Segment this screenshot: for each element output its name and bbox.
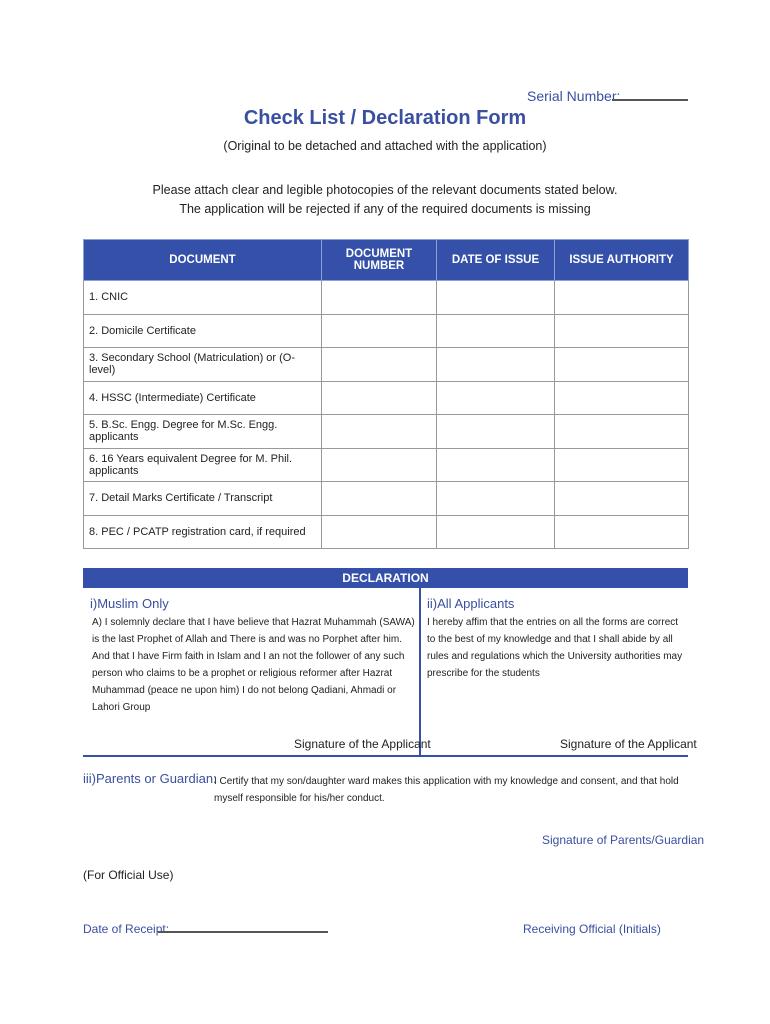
date-of-issue-cell[interactable] (437, 381, 555, 415)
table-row (84, 381, 689, 415)
document-number-cell[interactable] (322, 348, 437, 382)
muslim-only-heading: i)Muslim Only (90, 596, 169, 611)
date-of-issue-cell[interactable] (437, 415, 555, 449)
document-name: 4. HSSC (Intermediate) Certificate (84, 381, 322, 415)
all-applicants-text: I hereby affim that the entries on all the forms are correct to the best of my knowledge and that I shall abide by all rules and regulations which the University authorities may prescribe for the students (427, 617, 683, 679)
column-header-date-of-issue: DATE OF ISSUE (437, 240, 555, 281)
instruction-line-2: The application will be rejected if any of the required documents is missing (179, 202, 591, 216)
guardian-heading: iii)Parents or Guardian: (83, 771, 217, 786)
declaration-divider (419, 588, 421, 755)
table-row (84, 314, 689, 348)
issue-authority-cell[interactable] (555, 515, 689, 549)
document-number-cell[interactable] (322, 482, 437, 516)
document-name: 5. B.Sc. Engg. Degree for M.Sc. Engg. applicants (84, 415, 322, 449)
guardian-signature-label[interactable]: Signature of Parents/Guardian (542, 833, 705, 847)
table-row (84, 448, 689, 482)
issue-authority-cell[interactable] (555, 482, 689, 516)
document-name: 3. Secondary School (Matriculation) or (O-level) (84, 348, 322, 382)
table-row (84, 515, 689, 549)
issue-authority-cell[interactable] (555, 348, 689, 382)
muslim-signature-label[interactable]: Signature of the Applicant (294, 737, 431, 751)
official-use-label: (For Official Use) (83, 868, 174, 882)
issue-authority-cell[interactable] (555, 415, 689, 449)
document-name: 6. 16 Years equivalent Degree for M. Phil. applicants (84, 448, 322, 482)
guardian-declaration-text: I Certify that my son/daughter ward makes this application with my knowledge and consent, and that hold myself responsible for his/her conduct. (214, 776, 679, 804)
all-applicants-heading: ii)All Applicants (427, 596, 515, 611)
table-header-row (84, 240, 689, 281)
all-applicants-signature-label[interactable]: Signature of the Applicant (560, 737, 697, 751)
document-name: 2. Domicile Certificate (84, 314, 322, 348)
table-row (84, 415, 689, 449)
muslim-declaration-text: A) I solemnly declare that I have believe that Hazrat Muhammah (SAWA) is the last Prophet of Allah and There is and was no Porphet after him. And that I have Firm faith in Islam and I an not the follower of any such person who claims to be a prophet or religious reformer after Hazrat Muhammad (peace ne upon him) I do not belong Qadiani, Ahmadi or Lahori Group (92, 617, 415, 713)
document-number-cell[interactable] (322, 281, 437, 315)
document-name: 1. CNIC (84, 281, 322, 315)
column-header-document-number: DOCUMENT NUMBER (322, 240, 437, 281)
date-of-issue-cell[interactable] (437, 515, 555, 549)
document-number-cell[interactable] (322, 314, 437, 348)
document-number-cell[interactable] (322, 515, 437, 549)
issue-authority-cell[interactable] (555, 448, 689, 482)
date-of-issue-cell[interactable] (437, 314, 555, 348)
date-of-receipt-label: Date of Receipt: (83, 922, 170, 936)
date-of-issue-cell[interactable] (437, 281, 555, 315)
document-name: 7. Detail Marks Certificate / Transcript (84, 482, 322, 516)
document-number-cell[interactable] (322, 381, 437, 415)
column-header-document: DOCUMENT (84, 240, 322, 281)
document-number-cell[interactable] (322, 448, 437, 482)
date-of-issue-cell[interactable] (437, 482, 555, 516)
serial-number-field[interactable] (612, 99, 688, 101)
issue-authority-cell[interactable] (555, 281, 689, 315)
document-number-cell[interactable] (322, 415, 437, 449)
table-row (84, 348, 689, 382)
receiving-official-label[interactable]: Receiving Official (Initials) (523, 922, 661, 936)
table-row (84, 482, 689, 516)
page-subtitle: (Original to be detached and attached with the application) (223, 139, 547, 153)
serial-number-label: Serial Number: (527, 88, 621, 104)
document-name: 8. PEC / PCATP registration card, if required (84, 515, 322, 549)
date-of-receipt-field[interactable] (158, 931, 328, 933)
declaration-title: DECLARATION (83, 568, 688, 588)
page-title: Check List / Declaration Form (243, 107, 527, 129)
document-checklist-table (83, 239, 689, 549)
instruction-line-1: Please attach clear and legible photocopies of the relevant documents stated below. (152, 183, 618, 197)
date-of-issue-cell[interactable] (437, 448, 555, 482)
table-row (84, 281, 689, 315)
issue-authority-cell[interactable] (555, 314, 689, 348)
date-of-issue-cell[interactable] (437, 348, 555, 382)
column-header-issue-authority: ISSUE AUTHORITY (555, 240, 689, 281)
issue-authority-cell[interactable] (555, 381, 689, 415)
